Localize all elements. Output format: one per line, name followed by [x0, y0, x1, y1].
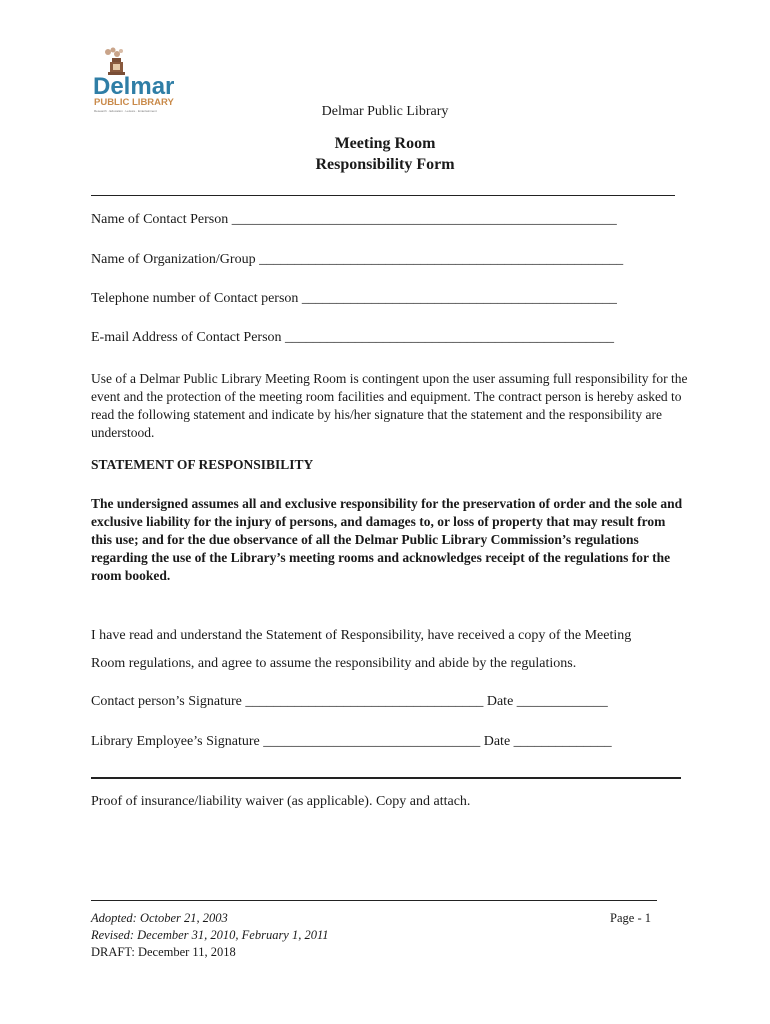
contact-person-field[interactable]: Name of Contact Person _______________________________________________________ [91, 212, 617, 227]
logo-subtitle: PUBLIC LIBRARY [94, 97, 174, 108]
telephone-field[interactable]: Telephone number of Contact person _____________________________________________ [91, 291, 617, 306]
page-number: Page - 1 [610, 911, 651, 925]
statement-heading: STATEMENT OF RESPONSIBILITY [91, 457, 314, 472]
draft-date: DRAFT: December 11, 2018 [91, 945, 236, 959]
insurance-note: Proof of insurance/liability waiver (as applicable). Copy and attach. [91, 794, 471, 809]
employee-signature-field[interactable]: Library Employee’s Signature _______________________________ Date ______________ [91, 734, 612, 749]
contact-signature-field[interactable]: Contact person’s Signature __________________________________ Date _____________ [91, 694, 608, 709]
adopted-date: Adopted: October 21, 2003 [91, 911, 228, 925]
acknowledgement-line-2: Room regulations, and agree to assume the responsibility and abide by the regulations. [91, 656, 577, 671]
logo-name: Delmar [93, 73, 175, 100]
email-field[interactable]: E-mail Address of Contact Person _______________________________________________ [91, 330, 615, 345]
revised-date: Revised: December 31, 2010, February 1, 2011 [91, 928, 329, 942]
library-name: Delmar Public Library [321, 104, 449, 119]
logo-tagline: Research · Education · Leisure · Entertainment [94, 109, 157, 113]
header-divider [91, 195, 675, 196]
signature-divider [91, 777, 681, 779]
intro-paragraph: Use of a Delmar Public Library Meeting Room is contingent upon the user assuming full responsibility for the event and the protection of the meeting room facilities and equipment. The contract person is hereby asked to read the following statement and indicate by his/her signature that the statement and the responsibility are understood. [91, 371, 688, 440]
acknowledgement-line-1: I have read and understand the Statement of Responsibility, have received a copy of the Meeting [91, 628, 632, 643]
statement-body: The undersigned assumes all and exclusive responsibility for the preservation of order and the sole and exclusive liability for the injury of persons, and damages to, or loss of property that may result from this use; and for the due observance of all the Delmar Public Library Commission’s regulations regarding the use of the Library’s meeting rooms and acknowledges receipt of the regulations for the room booked. [91, 496, 683, 583]
title-line-1: Meeting Room [334, 135, 436, 152]
title-line-2: Responsibility Form [315, 156, 455, 173]
page-title [0, 133, 770, 175]
footer-divider [91, 900, 657, 901]
organization-field[interactable]: Name of Organization/Group ____________________________________________________ [91, 252, 624, 267]
